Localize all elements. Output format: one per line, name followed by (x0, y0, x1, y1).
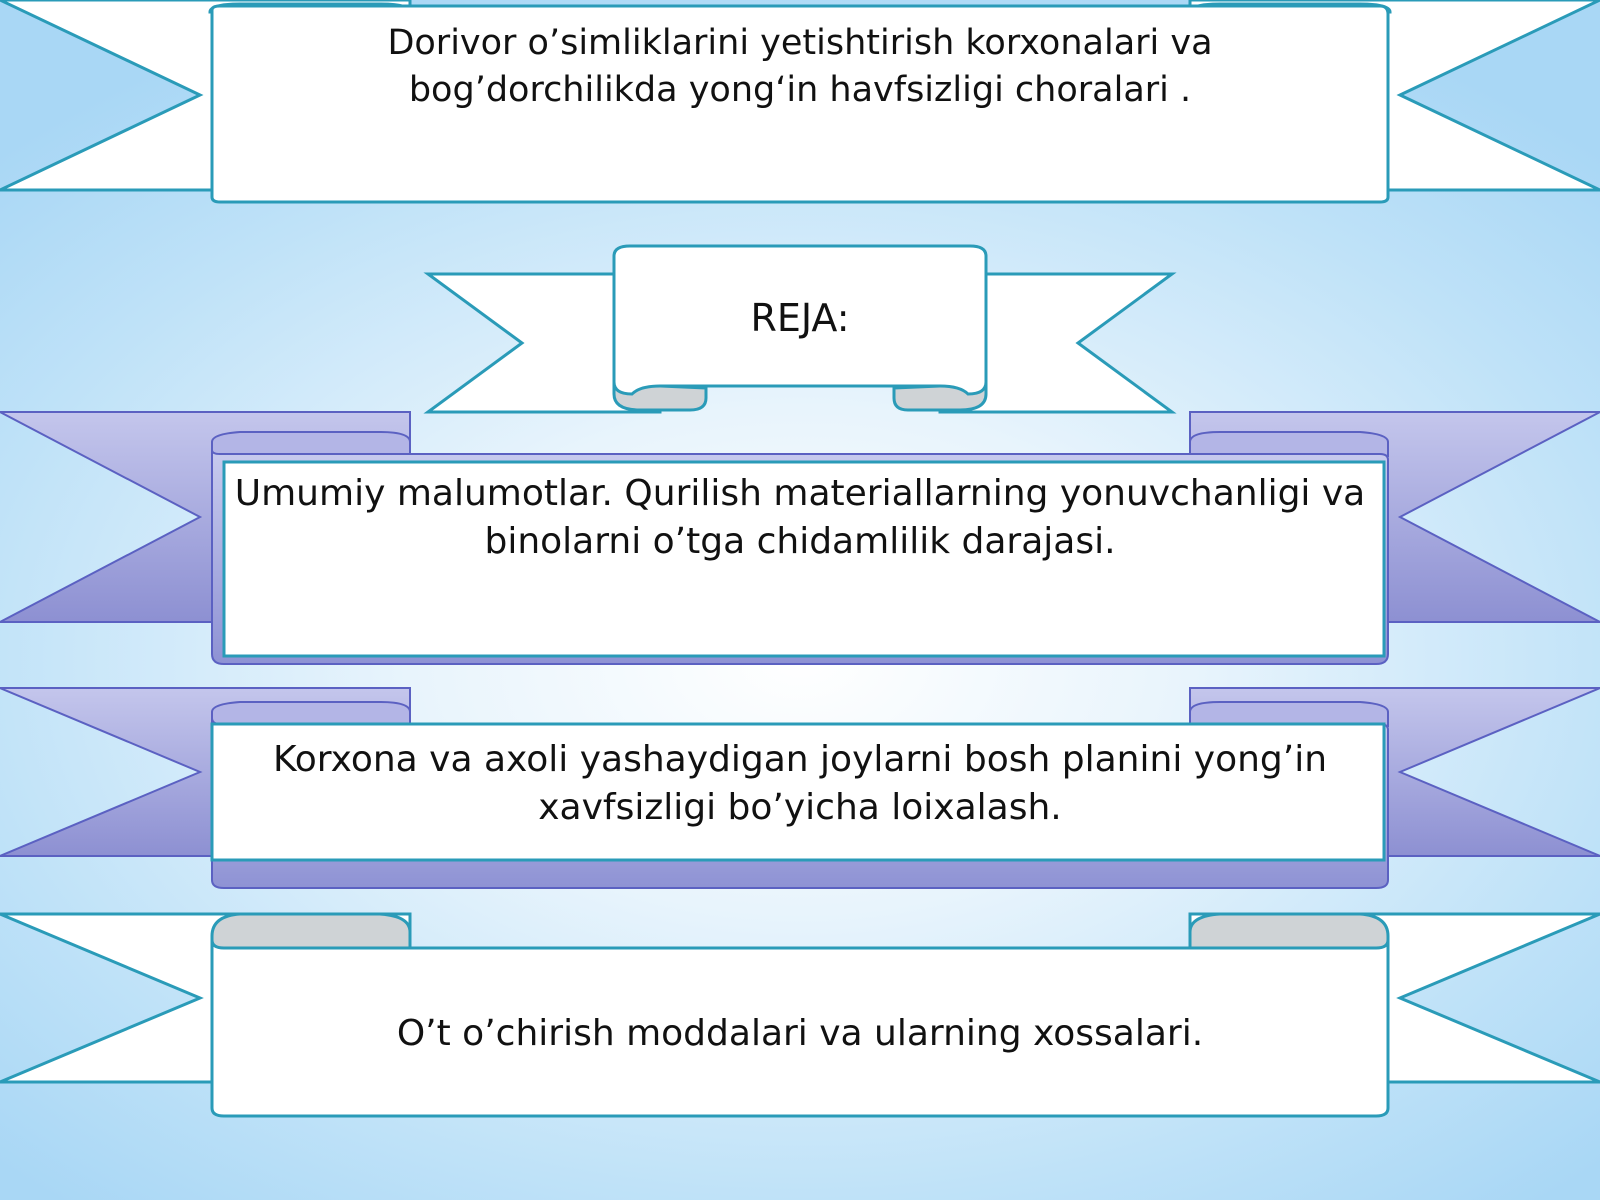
slide-title: Dorivor o’simliklarini yetishtirish korxonalari va bog’dorchilikda yong‘in havfsizligi choralari . (387, 23, 1213, 110)
plan-item-3: O’t o’chirish moddalari va ularning xossalari. (396, 1013, 1204, 1054)
plan-item-2: Korxona va axoli yashaydigan joylarni bosh planini yong’in xavfsizligi bo’yicha loixalash. (272, 739, 1328, 828)
plan-item-1: Umumiy malumotlar. Qurilish materiallarning yonuvchanligi va binolarni o’tga chidamlilik darajasi. (234, 473, 1366, 562)
plan-heading: REJA: (750, 296, 850, 340)
